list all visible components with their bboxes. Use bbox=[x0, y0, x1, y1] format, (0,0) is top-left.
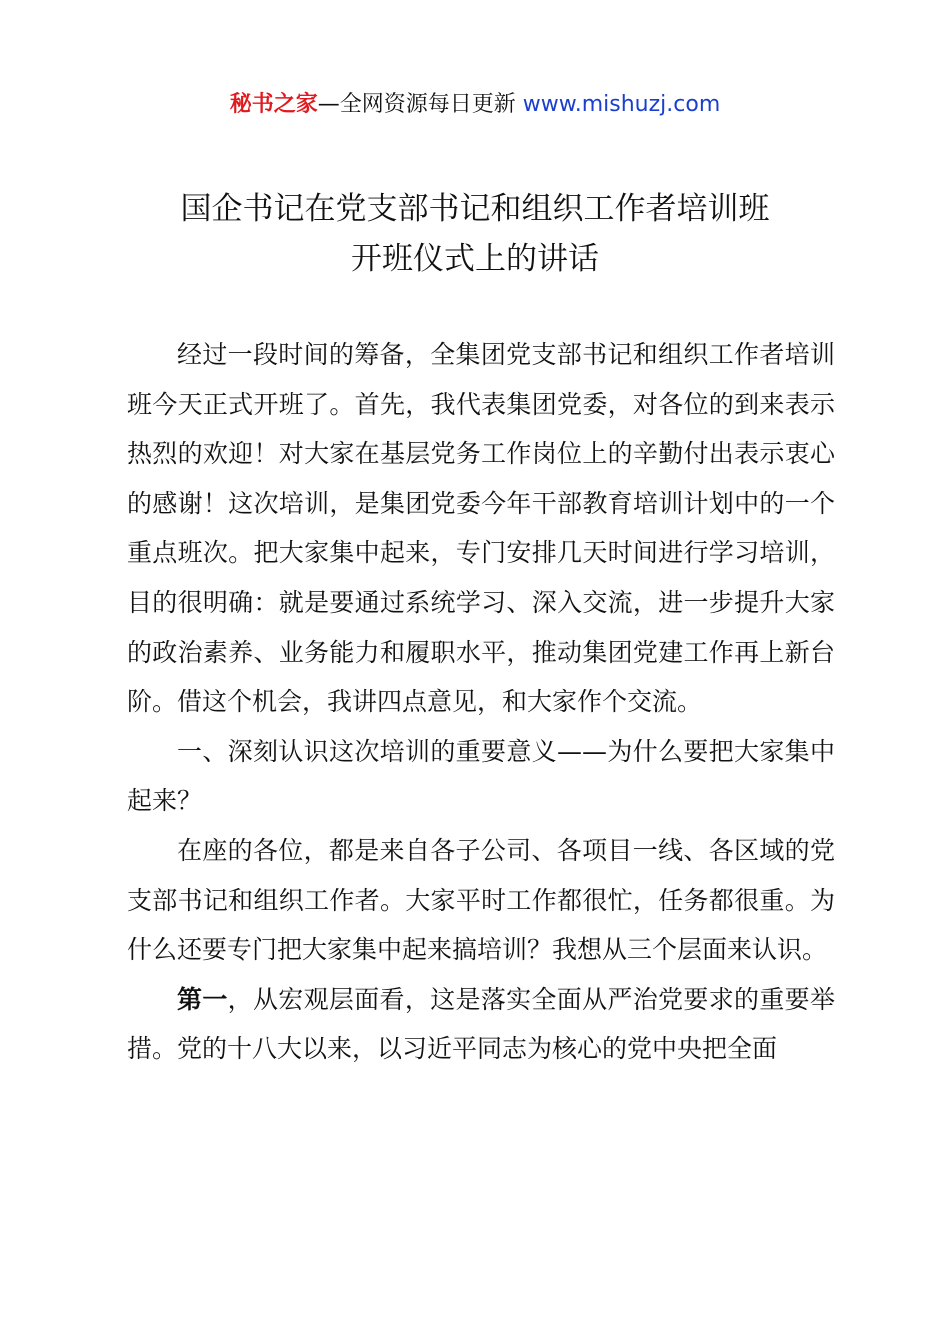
title-line-2: 开班仪式上的讲话 bbox=[351, 241, 599, 277]
title-line-1: 国企书记在党支部书记和组织工作者培训班 bbox=[180, 191, 770, 227]
document-body bbox=[127, 330, 835, 1074]
paragraph-2: 在座的各位，都是来自各子公司、各项目一线、各区域的党支部书记和组织工作者。大家平时工作都很忙，任务都很重。为什么还要专门把大家集中起来搞培训？我想从三个层面来认识。 bbox=[127, 835, 835, 965]
paragraph-intro: 经过一段时间的筹备，全集团党支部书记和组织工作者培训班今天正式开班了。首先，我代表集团党委，对各位的到来表示热烈的欢迎！对大家在基层党务工作岗位上的辛勤付出表示衷心的感谢！这次培训，是集团党委今年干部教育培训计划中的一个重点班次。把大家集中起来，专门安排几天时间进行学习培训，目的很明确：就是要通过系统学习、深入交流，进一步提升大家的政治素养、业务能力和履职水平，推动集团党建工作再上新台阶。借这个机会，我讲四点意见，和大家作个交流。 bbox=[127, 340, 835, 717]
document-title bbox=[100, 184, 850, 284]
page-header bbox=[0, 88, 950, 122]
site-url-link[interactable]: www.mishuzj.com bbox=[522, 92, 721, 117]
paragraph-3 bbox=[127, 975, 835, 1074]
paragraph-3-text: ，从宏观层面看，这是落实全面从严治党要求的重要举措。党的十八大以来，以习近平同志为核心的党中央把全面 bbox=[127, 984, 835, 1064]
brand-name: 秘书之家 bbox=[229, 92, 318, 117]
paragraph-3-lead: 第一 bbox=[177, 984, 228, 1014]
section-heading-1: 一、深刻认识这次培训的重要意义——为什么要把大家集中起来？ bbox=[127, 736, 835, 816]
header-tagline: —全网资源每日更新 bbox=[317, 92, 523, 117]
